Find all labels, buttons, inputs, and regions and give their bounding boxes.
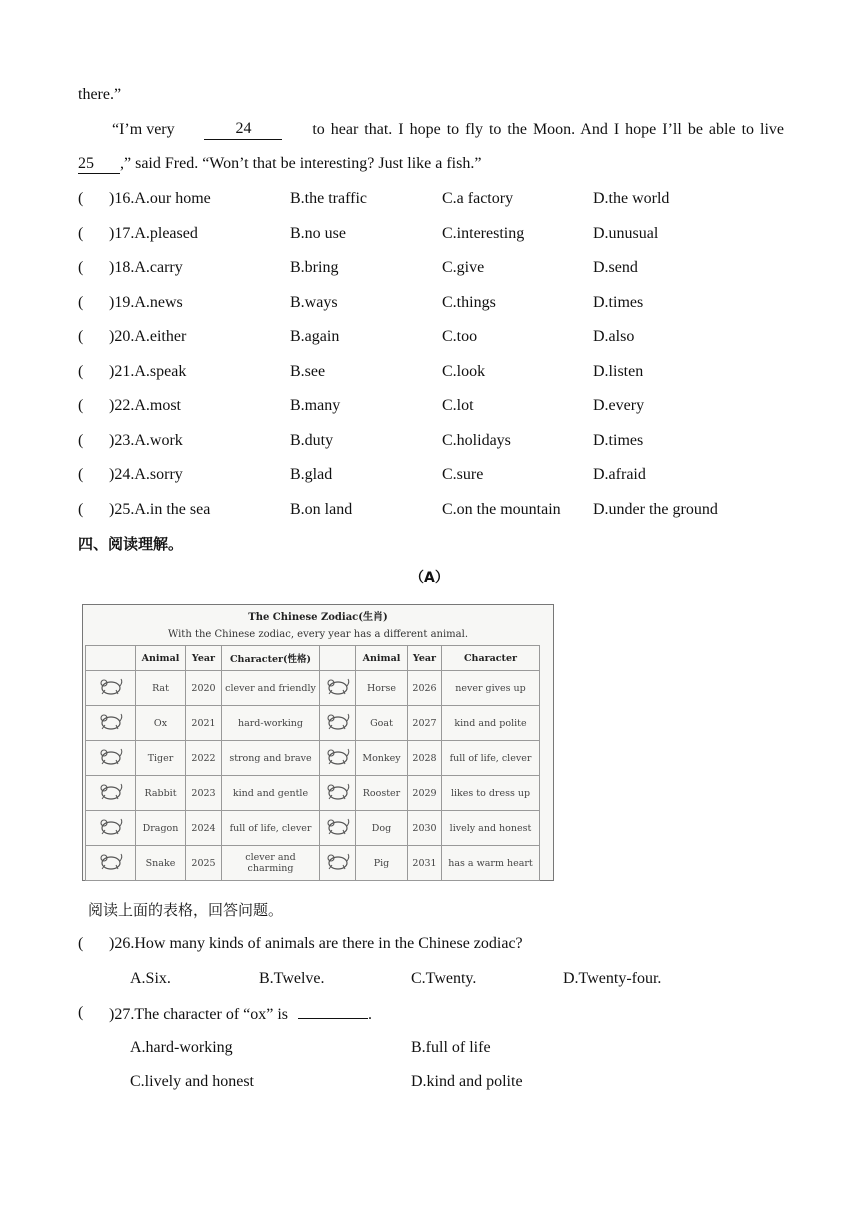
answer-paren[interactable]: ( — [78, 293, 84, 311]
zodiac-cell: has a warm heart — [442, 846, 540, 881]
option-c[interactable]: C.a factory — [442, 190, 514, 207]
animal-picture-cell — [320, 706, 356, 741]
blank-25[interactable]: 25 — [78, 155, 120, 174]
animal-picture-cell — [86, 706, 136, 741]
zodiac-cell: 2022 — [186, 741, 222, 776]
passage-line — [78, 154, 481, 174]
rat-icon — [98, 676, 124, 698]
zodiac-title: The Chinese Zodiac(生肖) — [248, 612, 388, 623]
answer-paren[interactable]: ( — [78, 328, 84, 345]
rabbit-icon — [98, 781, 124, 803]
dragon-icon — [98, 816, 124, 838]
option-d[interactable]: D.Twenty-four. — [563, 970, 662, 987]
option-b[interactable]: B.ways — [290, 293, 338, 311]
option-a[interactable]: )17.A.pleased — [109, 224, 198, 242]
zodiac-cell: full of life, clever — [222, 811, 320, 846]
zodiac-cell: Snake — [136, 846, 186, 881]
answer-paren[interactable]: ( — [78, 362, 84, 380]
col-header: Year — [408, 646, 442, 671]
option-b[interactable]: B.duty — [290, 431, 334, 449]
zodiac-cell: Tiger — [136, 741, 186, 776]
animal-picture-cell — [320, 811, 356, 846]
animal-picture-cell — [86, 741, 136, 776]
animal-picture-cell — [320, 846, 356, 881]
snake-icon — [98, 851, 124, 873]
col-header: Animal — [356, 646, 408, 671]
answer-paren[interactable]: ( — [78, 259, 84, 276]
option-a[interactable]: )18.A.carry — [109, 259, 183, 276]
zodiac-cell: likes to dress up — [442, 776, 540, 811]
option-a[interactable]: )24.A.sorry — [109, 466, 183, 483]
option-c[interactable]: C.interesting — [442, 224, 525, 242]
animal-picture-cell — [320, 671, 356, 706]
option-b[interactable]: B.no use — [290, 224, 346, 242]
instruction: 阅读上面的表格，回答问题。 — [88, 901, 284, 919]
col-header: Character — [442, 646, 540, 671]
option-b[interactable]: B.Twelve. — [259, 970, 325, 987]
answer-paren[interactable]: ( — [78, 190, 84, 207]
zodiac-cell: Goat — [356, 706, 408, 741]
zodiac-header-row — [86, 646, 540, 671]
answer-paren[interactable]: ( — [78, 935, 84, 952]
zodiac-cell: 2029 — [408, 776, 442, 811]
option-a[interactable]: )23.A.work — [109, 431, 183, 449]
option-d[interactable]: D.also — [593, 328, 635, 345]
zodiac-row — [86, 671, 540, 706]
option-d[interactable]: D.times — [593, 431, 644, 449]
section-heading: 四、阅读理解。 — [78, 535, 184, 553]
option-c[interactable]: C.Twenty. — [411, 970, 477, 987]
option-b[interactable]: B.full of life — [411, 1039, 491, 1056]
passage-text: to hear that. I hope to fly to the Moon. And I hope I’ll be able to live — [312, 121, 784, 138]
question-stem: )26.How many kinds of animals are there in the Chinese zodiac? — [109, 935, 523, 952]
question-stem-end: . — [368, 1006, 373, 1023]
zodiac-cell: kind and gentle — [222, 776, 320, 811]
zodiac-cell: Monkey — [356, 741, 408, 776]
option-a[interactable]: A.Six. — [130, 970, 171, 987]
animal-picture-cell — [86, 846, 136, 881]
zodiac-cell: 2030 — [408, 811, 442, 846]
option-b[interactable]: B.bring — [290, 259, 339, 276]
question-stem — [109, 1003, 372, 1025]
answer-paren[interactable]: ( — [78, 224, 84, 242]
option-c[interactable]: C.give — [442, 259, 485, 276]
zodiac-row — [86, 846, 540, 881]
option-b[interactable]: B.on land — [290, 500, 353, 518]
option-b[interactable]: B.glad — [290, 466, 333, 483]
option-d[interactable]: D.under the ground — [593, 500, 718, 518]
zodiac-row — [86, 741, 540, 776]
zodiac-cell: hard-working — [222, 706, 320, 741]
animal-picture-cell — [86, 811, 136, 846]
option-b[interactable]: B.again — [290, 328, 340, 345]
option-a[interactable]: )19.A.news — [109, 293, 183, 311]
dog-icon — [325, 816, 351, 838]
zodiac-cell: clever and friendly — [222, 671, 320, 706]
option-c[interactable]: C.sure — [442, 466, 484, 483]
option-a[interactable]: )20.A.either — [109, 328, 187, 345]
tiger-icon — [98, 746, 124, 768]
zodiac-cell: 2031 — [408, 846, 442, 881]
zodiac-row — [86, 776, 540, 811]
zodiac-cell: Rabbit — [136, 776, 186, 811]
zodiac-cell: 2028 — [408, 741, 442, 776]
option-c[interactable]: C.lot — [442, 397, 474, 414]
passage-line — [112, 120, 784, 140]
option-d[interactable]: D.afraid — [593, 466, 646, 483]
col-header: Animal — [136, 646, 186, 671]
zodiac-cell: Dog — [356, 811, 408, 846]
zodiac-cell: 2025 — [186, 846, 222, 881]
monkey-icon — [325, 746, 351, 768]
zodiac-table — [82, 604, 554, 881]
option-a[interactable]: A.hard-working — [130, 1039, 233, 1056]
option-c[interactable]: C.look — [442, 362, 486, 380]
animal-picture-cell — [320, 776, 356, 811]
goat-icon — [325, 711, 351, 733]
option-d[interactable]: D.listen — [593, 362, 644, 380]
option-c[interactable]: C.lively and honest — [130, 1073, 254, 1090]
option-d[interactable]: D.unusual — [593, 224, 659, 242]
option-c[interactable]: C.things — [442, 293, 496, 311]
zodiac-row — [86, 811, 540, 846]
option-d[interactable]: D.times — [593, 293, 644, 311]
option-b[interactable]: B.the traffic — [290, 190, 368, 207]
horse-icon — [325, 676, 351, 698]
part-label: （A） — [410, 570, 449, 586]
zodiac-cell: lively and honest — [442, 811, 540, 846]
zodiac-cell: Dragon — [136, 811, 186, 846]
passage-line: there.” — [78, 86, 122, 103]
option-d[interactable]: D.send — [593, 259, 638, 276]
answer-paren[interactable]: ( — [78, 431, 84, 449]
zodiac-cell: 2023 — [186, 776, 222, 811]
animal-picture-cell — [86, 776, 136, 811]
zodiac-cell: 2024 — [186, 811, 222, 846]
option-d[interactable]: D.the world — [593, 190, 670, 207]
blank-24[interactable]: 24 — [204, 120, 282, 140]
zodiac-cell: Rooster — [356, 776, 408, 811]
pig-icon — [325, 851, 351, 873]
zodiac-row — [86, 706, 540, 741]
option-a[interactable]: )25.A.in the sea — [109, 500, 211, 518]
zodiac-cell: Pig — [356, 846, 408, 881]
option-d[interactable]: D.every — [593, 397, 645, 414]
zodiac-cell: strong and brave — [222, 741, 320, 776]
answer-paren[interactable]: ( — [78, 397, 84, 414]
zodiac-cell: never gives up — [442, 671, 540, 706]
ox-icon — [98, 711, 124, 733]
zodiac-cell: 2021 — [186, 706, 222, 741]
option-a[interactable]: )22.A.most — [109, 397, 181, 414]
answer-blank[interactable] — [298, 1003, 368, 1019]
zodiac-cell: Horse — [356, 671, 408, 706]
col-header: Year — [186, 646, 222, 671]
passage-text: ,” said Fred. “Won’t that be interesting? Just like a fish.” — [120, 155, 482, 172]
option-b[interactable]: B.see — [290, 362, 326, 380]
question-stem-text: )27.The character of “ox” is — [109, 1006, 289, 1023]
zodiac-cell: Ox — [136, 706, 186, 741]
option-d[interactable]: D.kind and polite — [411, 1073, 523, 1090]
col-header: Character(性格) — [222, 646, 320, 671]
answer-paren[interactable]: ( — [78, 466, 84, 483]
option-a[interactable]: )16.A.our home — [109, 190, 211, 207]
zodiac-subtitle: With the Chinese zodiac, every year has a different animal. — [168, 629, 468, 640]
animal-picture-cell — [320, 741, 356, 776]
answer-paren[interactable]: ( — [78, 1004, 84, 1021]
zodiac-cell: 2027 — [408, 706, 442, 741]
option-b[interactable]: B.many — [290, 397, 341, 414]
zodiac-cell: clever and charming — [222, 846, 320, 881]
answer-paren[interactable]: ( — [78, 500, 84, 518]
passage-text: “I’m very — [112, 121, 175, 138]
zodiac-cell: 2026 — [408, 671, 442, 706]
option-c[interactable]: C.on the mountain — [442, 500, 561, 518]
option-c[interactable]: C.too — [442, 328, 478, 345]
rooster-icon — [325, 781, 351, 803]
zodiac-cell: kind and polite — [442, 706, 540, 741]
option-c[interactable]: C.holidays — [442, 431, 511, 449]
zodiac-cell: Rat — [136, 671, 186, 706]
zodiac-grid — [85, 645, 540, 881]
animal-picture-cell — [86, 671, 136, 706]
zodiac-cell: full of life, clever — [442, 741, 540, 776]
option-a[interactable]: )21.A.speak — [109, 362, 187, 380]
zodiac-cell: 2020 — [186, 671, 222, 706]
